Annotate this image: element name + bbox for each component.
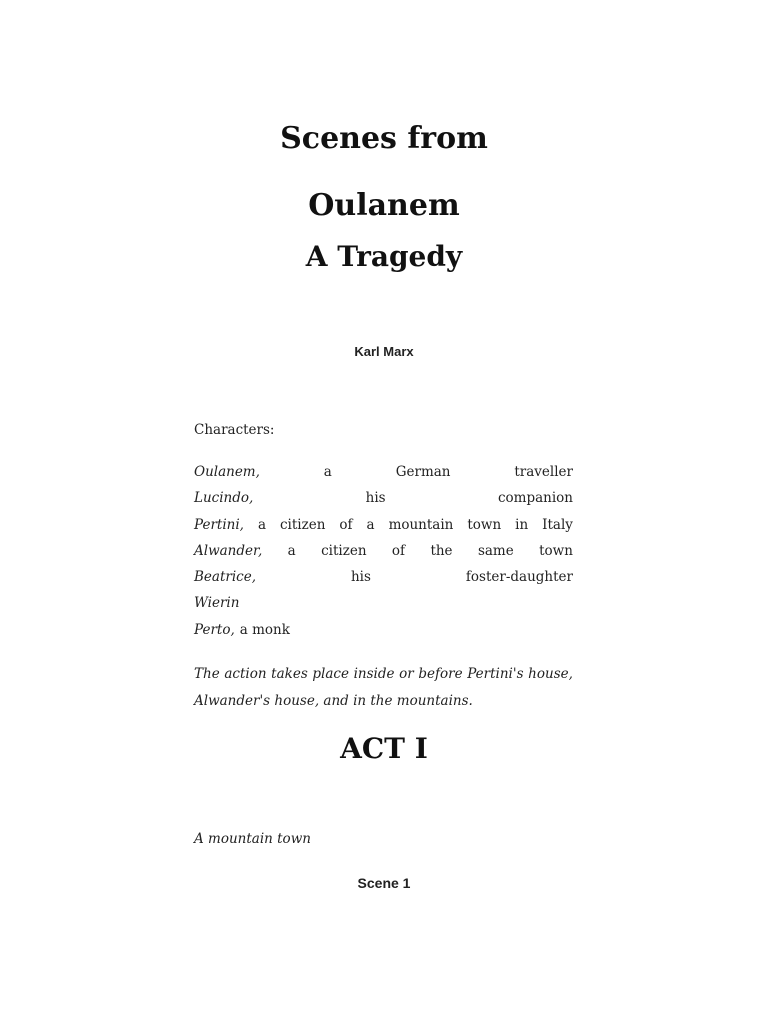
character-word: mountain bbox=[388, 516, 454, 533]
scene-heading: Scene 1 bbox=[357, 875, 411, 891]
character-description: a monk bbox=[239, 621, 290, 638]
character-name: Perto, bbox=[194, 621, 235, 638]
character-word: citizen bbox=[321, 542, 367, 559]
character-list bbox=[194, 462, 573, 646]
character-word: town bbox=[539, 542, 573, 559]
character-line bbox=[194, 488, 573, 514]
character-word: the bbox=[430, 542, 453, 559]
character-name: Pertini, bbox=[194, 516, 244, 533]
character-word: a bbox=[366, 516, 375, 533]
character-line bbox=[194, 593, 573, 619]
character-word: his bbox=[350, 569, 371, 586]
setting-description bbox=[194, 661, 573, 714]
character-word: a bbox=[323, 464, 332, 480]
character-line bbox=[194, 462, 573, 488]
character-word: of bbox=[339, 516, 353, 533]
author-name: Karl Marx bbox=[354, 344, 414, 359]
character-word: citizen bbox=[280, 516, 326, 533]
character-word: Italy bbox=[542, 516, 573, 533]
setting-line: Alwander's house, and in the mountains. bbox=[194, 692, 473, 709]
setting-word: house, bbox=[528, 666, 573, 682]
character-word: companion bbox=[497, 490, 573, 507]
setting-word: takes bbox=[271, 666, 308, 682]
setting-word: place bbox=[312, 666, 349, 682]
character-name: Oulanem, bbox=[194, 464, 260, 480]
character-word: his bbox=[365, 490, 386, 507]
character-word: traveller bbox=[514, 464, 573, 480]
character-word: town bbox=[467, 516, 502, 533]
setting-word: The bbox=[194, 666, 220, 682]
title-line-2: Oulanem bbox=[308, 188, 460, 223]
character-word: of bbox=[391, 542, 406, 559]
character-name: Lucindo, bbox=[194, 490, 254, 507]
character-word: foster-daughter bbox=[465, 569, 573, 586]
character-word: same bbox=[477, 542, 514, 559]
character-word: a bbox=[257, 516, 267, 533]
character-name: Alwander, bbox=[194, 542, 263, 559]
character-name: Wierin bbox=[194, 595, 240, 612]
setting-word: or bbox=[399, 666, 414, 682]
character-line bbox=[194, 515, 573, 541]
setting-line bbox=[194, 661, 573, 688]
character-word: in bbox=[515, 516, 529, 533]
character-name: Beatrice, bbox=[194, 569, 256, 586]
scene-location: A mountain town bbox=[194, 831, 311, 847]
character-line bbox=[194, 620, 573, 646]
setting-word: inside bbox=[353, 666, 395, 682]
character-word: German bbox=[395, 464, 451, 480]
character-line bbox=[194, 541, 573, 567]
act-heading: ACT I bbox=[340, 732, 428, 765]
character-line bbox=[194, 567, 573, 593]
setting-word: action bbox=[224, 666, 267, 682]
character-word: a bbox=[287, 542, 296, 559]
title-line-1: Scenes from bbox=[280, 121, 488, 156]
subtitle: A Tragedy bbox=[305, 240, 463, 273]
setting-word: before bbox=[418, 666, 463, 682]
setting-word: Pertini's bbox=[467, 666, 524, 682]
characters-heading: Characters: bbox=[194, 422, 275, 438]
